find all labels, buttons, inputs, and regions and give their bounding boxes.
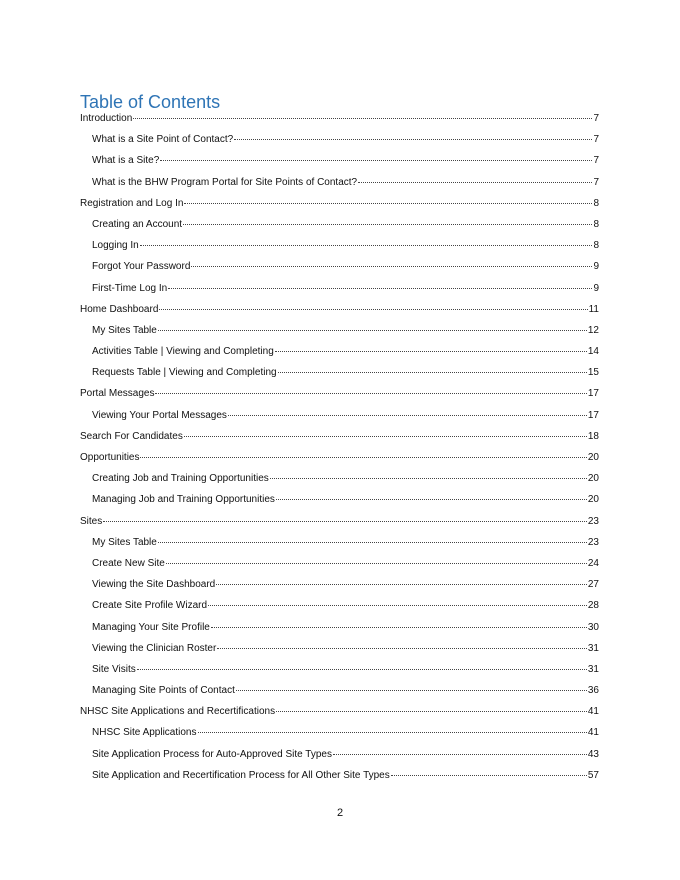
toc-entry[interactable] xyxy=(80,468,599,489)
toc-entry-label: NHSC Site Applications and Recertifications xyxy=(80,706,276,718)
toc-dot-leader xyxy=(140,245,593,246)
toc-dot-leader xyxy=(133,118,592,119)
toc-entry[interactable] xyxy=(80,659,599,680)
toc-entry-label: Managing Job and Training Opportunities xyxy=(92,494,275,506)
toc-entry-label: Opportunities xyxy=(80,452,140,463)
toc-entry-page: 8 xyxy=(593,197,599,209)
toc-entry[interactable] xyxy=(80,447,599,468)
toc-entry[interactable] xyxy=(80,701,599,722)
toc-entry-label: Introduction xyxy=(80,113,133,124)
toc-entry-label: What is the BHW Program Portal for Site Points of Contact? xyxy=(92,176,358,188)
toc-entry-page: 7 xyxy=(593,113,599,124)
toc-entry-label: Site Application and Recertification Process for All Other Site Types xyxy=(92,769,390,781)
toc-dot-leader xyxy=(155,393,586,394)
toc-dot-leader xyxy=(234,139,592,140)
toc-entry-label: What is a Site? xyxy=(92,155,160,167)
toc-entry-label: Viewing the Site Dashboard xyxy=(92,579,216,591)
toc-dot-leader xyxy=(198,732,587,733)
toc-entry[interactable] xyxy=(80,362,599,383)
toc-dot-leader xyxy=(228,415,587,416)
toc-entry[interactable] xyxy=(80,193,599,214)
toc-entry-page: 20 xyxy=(587,473,599,485)
toc-entry-page: 24 xyxy=(587,557,599,569)
toc-entry[interactable] xyxy=(80,553,599,574)
toc-dot-leader xyxy=(276,499,587,500)
page-title: Table of Contents xyxy=(80,92,221,113)
toc-entry-page: 7 xyxy=(593,134,599,146)
toc-entry[interactable] xyxy=(80,108,599,129)
toc-dot-leader xyxy=(191,266,592,267)
toc-entry-page: 28 xyxy=(587,600,599,612)
toc-entry[interactable] xyxy=(80,765,599,786)
toc-entry-label: Creating an Account xyxy=(92,218,183,230)
toc-entry[interactable] xyxy=(80,744,599,765)
toc-dot-leader xyxy=(276,711,587,712)
toc-entry[interactable] xyxy=(80,299,599,320)
toc-entry-label: Home Dashboard xyxy=(80,303,159,315)
toc-entry-label: What is a Site Point of Contact? xyxy=(92,134,234,146)
toc-dot-leader xyxy=(391,775,587,776)
toc-entry[interactable] xyxy=(80,214,599,235)
toc-dot-leader xyxy=(358,182,592,183)
toc-entry[interactable] xyxy=(80,256,599,277)
toc-entry[interactable] xyxy=(80,489,599,510)
toc-entry-label: My Sites Table xyxy=(92,324,157,336)
table-of-contents xyxy=(80,108,599,786)
toc-entry-page: 23 xyxy=(587,536,599,548)
toc-entry[interactable] xyxy=(80,574,599,595)
toc-entry[interactable] xyxy=(80,595,599,616)
toc-entry-page: 41 xyxy=(587,706,599,718)
toc-entry-page: 43 xyxy=(587,748,599,760)
toc-entry-page: 8 xyxy=(593,240,599,252)
toc-entry-page: 7 xyxy=(593,176,599,188)
toc-entry-page: 41 xyxy=(587,727,599,739)
toc-dot-leader xyxy=(158,330,587,331)
toc-entry-page: 7 xyxy=(593,155,599,167)
toc-entry[interactable] xyxy=(80,278,599,299)
toc-entry-label: Managing Your Site Profile xyxy=(92,621,210,633)
toc-dot-leader xyxy=(166,563,587,564)
toc-entry-page: 23 xyxy=(587,515,599,527)
toc-entry-label: Sites xyxy=(80,515,103,527)
toc-dot-leader xyxy=(216,584,587,585)
toc-dot-leader xyxy=(275,351,587,352)
toc-dot-leader xyxy=(103,521,587,522)
toc-dot-leader xyxy=(159,309,587,310)
toc-entry-label: Creating Job and Training Opportunities xyxy=(92,473,269,485)
toc-entry[interactable] xyxy=(80,617,599,638)
toc-entry-page: 31 xyxy=(587,642,599,654)
toc-entry[interactable] xyxy=(80,383,599,404)
toc-dot-leader xyxy=(158,542,587,543)
toc-dot-leader xyxy=(208,605,587,606)
toc-entry[interactable] xyxy=(80,341,599,362)
toc-entry-label: Logging In xyxy=(92,240,139,252)
toc-dot-leader xyxy=(217,648,587,649)
toc-entry[interactable] xyxy=(80,511,599,532)
toc-entry-page: 9 xyxy=(593,282,599,294)
toc-entry[interactable] xyxy=(80,235,599,256)
toc-dot-leader xyxy=(184,436,587,437)
toc-entry[interactable] xyxy=(80,172,599,193)
toc-entry-label: Portal Messages xyxy=(80,388,155,400)
toc-entry-page: 30 xyxy=(587,621,599,633)
toc-entry-label: Create New Site xyxy=(92,557,165,569)
toc-entry-page: 36 xyxy=(587,685,599,697)
toc-entry-label: Site Visits xyxy=(92,663,136,675)
toc-dot-leader xyxy=(168,288,592,289)
toc-entry-page: 15 xyxy=(587,367,599,379)
toc-entry[interactable] xyxy=(80,320,599,341)
toc-entry-label: Search For Candidates xyxy=(80,430,183,442)
toc-entry-page: 17 xyxy=(587,409,599,421)
toc-entry-page: 57 xyxy=(587,769,599,781)
toc-entry[interactable] xyxy=(80,680,599,701)
toc-entry-label: NHSC Site Applications xyxy=(92,727,197,739)
toc-entry[interactable] xyxy=(80,426,599,447)
toc-entry-label: Viewing Your Portal Messages xyxy=(92,409,227,421)
toc-entry-page: 9 xyxy=(593,261,599,273)
toc-entry-label: First-Time Log In xyxy=(92,282,168,294)
toc-entry-label: Site Application Process for Auto-Approved Site Types xyxy=(92,748,332,760)
toc-entry-label: My Sites Table xyxy=(92,536,157,548)
toc-entry-label: Viewing the Clinician Roster xyxy=(92,642,217,654)
toc-dot-leader xyxy=(333,754,587,755)
page-number: 2 xyxy=(336,807,344,819)
toc-entry[interactable] xyxy=(80,722,599,743)
toc-entry-label: Forgot Your Password xyxy=(92,261,191,273)
toc-entry-page: 20 xyxy=(587,494,599,506)
toc-dot-leader xyxy=(211,627,587,628)
toc-entry-page: 27 xyxy=(587,579,599,591)
toc-dot-leader xyxy=(270,478,587,479)
toc-entry-label: Requests Table | Viewing and Completing xyxy=(92,367,277,379)
toc-entry-page: 18 xyxy=(587,430,599,442)
toc-entry[interactable] xyxy=(80,129,599,150)
toc-entry-page: 12 xyxy=(587,324,599,336)
toc-entry-label: Managing Site Points of Contact xyxy=(92,685,235,697)
toc-dot-leader xyxy=(137,669,587,670)
toc-entry-page: 14 xyxy=(587,346,599,358)
toc-entry-label: Activities Table | Viewing and Completing xyxy=(92,346,274,358)
toc-dot-leader xyxy=(140,457,586,458)
toc-entry[interactable] xyxy=(80,405,599,426)
toc-entry[interactable] xyxy=(80,638,599,659)
toc-dot-leader xyxy=(183,224,592,225)
toc-dot-leader xyxy=(184,203,592,204)
toc-entry-label: Registration and Log In xyxy=(80,197,184,209)
toc-dot-leader xyxy=(160,160,592,161)
toc-dot-leader xyxy=(278,372,587,373)
toc-entry-page: 11 xyxy=(588,303,599,315)
toc-entry-page: 31 xyxy=(587,663,599,675)
toc-entry-page: 17 xyxy=(587,388,599,400)
toc-entry[interactable] xyxy=(80,150,599,171)
toc-entry-page: 8 xyxy=(593,218,599,230)
toc-entry-page: 20 xyxy=(587,452,599,463)
toc-dot-leader xyxy=(236,690,587,691)
toc-entry-label: Create Site Profile Wizard xyxy=(92,600,208,612)
toc-entry[interactable] xyxy=(80,532,599,553)
